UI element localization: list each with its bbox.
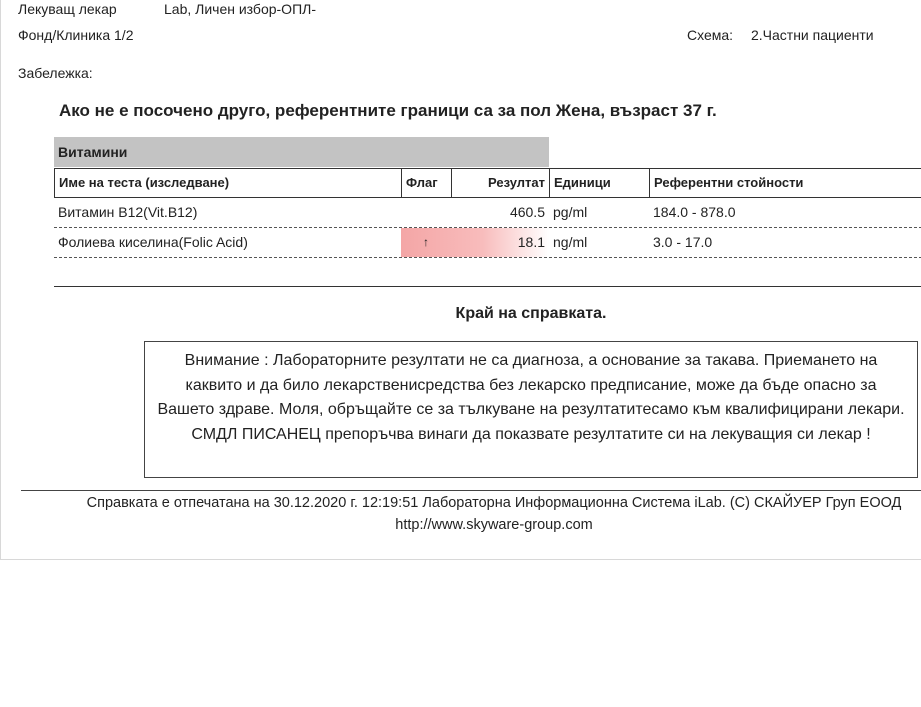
- col-flag: Флаг: [402, 169, 452, 197]
- scheme-label: Схема:: [687, 27, 734, 43]
- result-cell: 460.5: [509, 204, 545, 220]
- reference-heading: Ако не е посочено друго, референтните граници са за пол Жена, възраст 37 г.: [59, 101, 717, 120]
- test-name: Фолиева киселина(Folic Acid): [58, 234, 248, 250]
- col-result: Резултат: [452, 169, 550, 197]
- arrow-up-icon: ↑: [423, 235, 429, 249]
- reference-cell: 3.0 - 17.0: [653, 234, 713, 250]
- col-test-name: Име на теста (изследване): [55, 169, 402, 197]
- notice-box: Внимание : Лабораторните резултати не са диагноза, а основание за такава. Приемането на каквито и да било лекарственисредства без лекарско предписание, може да бъде опасно за Вашето здраве. Моля, обръщайте се за тълкуване на резултатитесамо към квалифицирани лекари. СМДЛ ПИСАНЕЦ препоръчва винаги да показвате резултатите си на лекуващия си лекар !: [144, 341, 918, 478]
- col-units: Единици: [550, 169, 650, 197]
- section-title: Витамини: [54, 137, 549, 167]
- test-name: Витамин B12(Vit.B12): [58, 204, 198, 220]
- doctor-value: Lab, Личен избор-ОПЛ-: [164, 1, 316, 17]
- scheme-value: 2.Частни пациенти: [751, 27, 874, 43]
- units-cell: pg/ml: [553, 204, 588, 220]
- footer-text: Справката е отпечатана на 30.12.2020 г. 12:19:51 Лабораторна Информационна Система iLab. (С) СКАЙУЕР Груп ЕООД http://www.skyware-group.com: [86, 495, 902, 533]
- fund-label: Фонд/Клиника 1/2: [18, 27, 134, 43]
- col-reference: Референтни стойности: [654, 175, 804, 190]
- doctor-label: Лекуващ лекар: [18, 1, 117, 17]
- end-text: Край на справката.: [455, 305, 607, 322]
- result-cell: 18.1: [517, 234, 545, 250]
- units-cell: ng/ml: [553, 234, 588, 250]
- reference-cell: 184.0 - 878.0: [653, 204, 736, 220]
- note-label: Забележка:: [18, 65, 93, 81]
